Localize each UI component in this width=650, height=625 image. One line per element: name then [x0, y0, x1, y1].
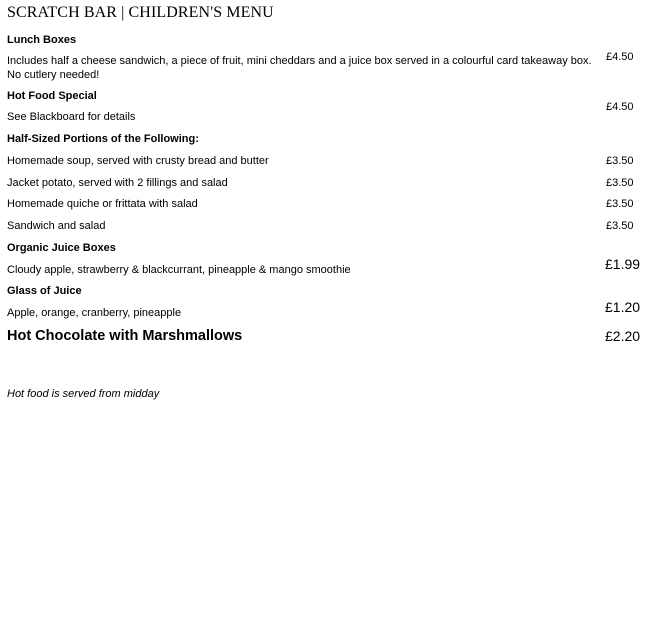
menu-item-name: Jacket potato, served with 2 fillings and salad: [7, 177, 228, 189]
hot-chocolate-price: £2.20: [605, 328, 641, 344]
menu-item-price: £3.50: [606, 220, 634, 232]
menu-item-name: Homemade soup, served with crusty bread and butter: [7, 155, 269, 167]
glass-of-juice-description: Apple, orange, cranberry, pineapple: [7, 307, 182, 319]
lunch-boxes-description: Includes half a cheese sandwich, a piece of fruit, mini cheddars and a juice box served in a colourful card takeaway box. No cutlery needed!: [7, 55, 592, 81]
glass-of-juice-price: £1.20: [605, 299, 641, 315]
half-sized-heading: Half-Sized Portions of the Following:: [7, 133, 199, 145]
organic-juice-heading: Organic Juice Boxes: [7, 242, 116, 254]
organic-juice-description: Cloudy apple, strawberry & blackcurrant, pineapple & mango smoothie: [7, 264, 351, 276]
menu-item-price: £3.50: [606, 198, 634, 210]
lunch-boxes-price: £4.50: [606, 51, 634, 63]
lunch-boxes-heading: Lunch Boxes: [7, 34, 77, 46]
hot-chocolate-item: Hot Chocolate with Marshmallows: [7, 328, 243, 344]
menu-item-name: Homemade quiche or frittata with salad: [7, 198, 198, 210]
footnote: Hot food is served from midday: [7, 388, 160, 400]
organic-juice-price: £1.99: [605, 256, 641, 272]
glass-of-juice-heading: Glass of Juice: [7, 285, 82, 297]
menu-item-price: £3.50: [606, 177, 634, 189]
hot-food-special-description: See Blackboard for details: [7, 111, 136, 123]
menu-item-price: £3.50: [606, 155, 634, 167]
page-title: SCRATCH BAR | CHILDREN'S MENU: [7, 4, 274, 21]
hot-food-special-price: £4.50: [606, 101, 634, 113]
menu-item-name: Sandwich and salad: [7, 220, 106, 232]
hot-food-special-heading: Hot Food Special: [7, 90, 97, 102]
